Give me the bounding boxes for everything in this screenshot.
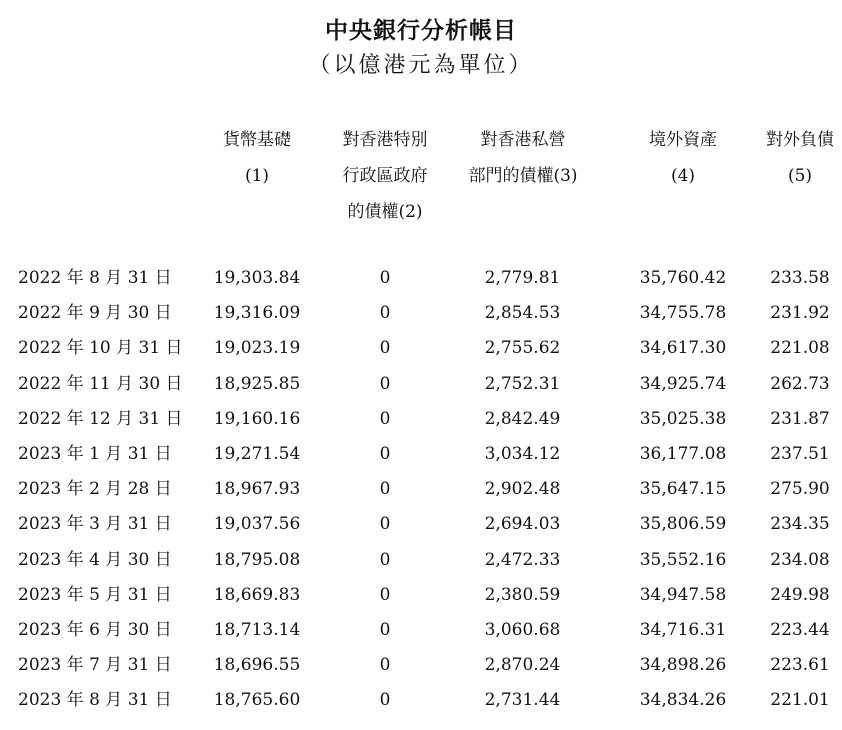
- foreign-liabilities-cell: 234.08: [770, 549, 830, 570]
- foreign-liabilities-cell: 223.44: [770, 620, 830, 640]
- private-claims-cell: 2,842.49: [484, 408, 561, 429]
- private-claims-cell: 2,779.81: [484, 268, 561, 288]
- government-claims-cell: 0: [379, 444, 391, 464]
- monetary-base-cell: 18,696.55: [213, 655, 301, 676]
- foreign-assets-cell: 35,760.42: [639, 268, 727, 288]
- date-cell: 2023 年 4 月 30 日: [18, 549, 172, 570]
- date-cell: 2023 年 1 月 31 日: [18, 444, 172, 464]
- table-row: [0, 439, 842, 469]
- table-row: [0, 369, 842, 399]
- monetary-base-cell: 18,669.83: [213, 584, 301, 605]
- column-header-line: 對香港特別: [342, 130, 428, 150]
- government-claims-cell: 0: [379, 338, 391, 359]
- foreign-assets-cell: 34,716.31: [639, 620, 727, 640]
- column-header-claims-on-private-sector: [462, 122, 584, 194]
- foreign-liabilities-cell: 275.90: [770, 479, 830, 500]
- date-cell: 2023 年 3 月 31 日: [18, 514, 172, 535]
- foreign-liabilities-cell: 221.08: [770, 338, 830, 359]
- monetary-base-cell: 18,925.85: [213, 373, 301, 394]
- private-claims-cell: 2,472.33: [484, 549, 561, 570]
- column-header-line: (1): [244, 166, 270, 186]
- foreign-liabilities-cell: 231.87: [770, 408, 830, 429]
- private-claims-cell: 2,854.53: [484, 303, 561, 324]
- foreign-assets-cell: 34,947.58: [639, 584, 727, 605]
- page-subtitle: （以億港元為單位）: [308, 53, 534, 78]
- column-header-line: 對香港私營: [480, 130, 566, 150]
- table-row: [0, 509, 842, 539]
- private-claims-cell: 2,752.31: [484, 373, 561, 394]
- table-row: [0, 580, 842, 610]
- private-claims-cell: 2,870.24: [484, 655, 561, 676]
- private-claims-cell: 2,731.44: [484, 690, 561, 711]
- government-claims-cell: 0: [379, 549, 391, 570]
- government-claims-cell: 0: [379, 514, 391, 535]
- monetary-base-cell: 19,271.54: [213, 444, 301, 464]
- column-header-line: 的債權(2): [347, 202, 423, 222]
- government-claims-cell: 0: [379, 690, 391, 711]
- date-cell: 2022 年 12 月 31 日: [18, 408, 183, 429]
- column-header-line: 部門的債權(3): [468, 166, 578, 186]
- table-row: [0, 474, 842, 504]
- date-cell: 2022 年 10 月 31 日: [18, 338, 183, 359]
- private-claims-cell: 2,755.62: [484, 338, 561, 359]
- table-row: [0, 404, 842, 434]
- date-cell: 2022 年 8 月 31 日: [18, 268, 172, 288]
- foreign-assets-cell: 35,806.59: [639, 514, 727, 535]
- date-cell: 2022 年 11 月 30 日: [18, 373, 183, 394]
- column-header-foreign-liabilities: [750, 122, 842, 194]
- foreign-liabilities-cell: 262.73: [770, 373, 830, 394]
- monetary-base-cell: 19,023.19: [213, 338, 301, 359]
- foreign-assets-cell: 34,755.78: [639, 303, 727, 324]
- monetary-base-cell: 19,303.84: [213, 268, 301, 288]
- table-row: [0, 615, 842, 645]
- private-claims-cell: 2,902.48: [484, 479, 561, 500]
- date-cell: 2023 年 6 月 30 日: [18, 620, 172, 640]
- monetary-base-cell: 19,160.16: [213, 408, 301, 429]
- column-header-line: 行政區政府: [342, 166, 428, 186]
- page-title: 中央銀行分析帳目: [325, 17, 517, 44]
- column-header-line: 境外資產: [649, 130, 717, 150]
- date-cell: 2023 年 8 月 31 日: [18, 690, 172, 711]
- government-claims-cell: 0: [379, 655, 391, 676]
- foreign-assets-cell: 34,898.26: [639, 655, 727, 676]
- date-cell: 2022 年 9 月 30 日: [18, 303, 172, 324]
- monetary-base-cell: 19,316.09: [213, 303, 301, 324]
- government-claims-cell: 0: [379, 373, 391, 394]
- column-header-line: 對外負債: [766, 130, 834, 150]
- government-claims-cell: 0: [379, 584, 391, 605]
- foreign-assets-cell: 36,177.08: [639, 444, 727, 464]
- table-row: [0, 298, 842, 328]
- monetary-base-cell: 18,967.93: [213, 479, 301, 500]
- column-header-foreign-assets: [628, 122, 738, 194]
- foreign-liabilities-cell: 223.61: [770, 655, 830, 676]
- date-cell: 2023 年 2 月 28 日: [18, 479, 172, 500]
- table-row: [0, 263, 842, 293]
- table-row: [0, 333, 842, 363]
- date-cell: 2023 年 5 月 31 日: [18, 584, 172, 605]
- private-claims-cell: 2,694.03: [484, 514, 561, 535]
- private-claims-cell: 3,034.12: [484, 444, 561, 464]
- government-claims-cell: 0: [379, 268, 391, 288]
- table-row: [0, 545, 842, 575]
- column-header-monetary-base: [205, 122, 309, 194]
- foreign-assets-cell: 35,552.16: [639, 549, 727, 570]
- column-header-claims-on-government: [325, 122, 445, 230]
- foreign-assets-cell: 34,834.26: [639, 690, 727, 711]
- column-header-line: (5): [787, 166, 813, 186]
- foreign-liabilities-cell: 233.58: [770, 268, 830, 288]
- monetary-base-cell: 18,765.60: [213, 690, 301, 711]
- government-claims-cell: 0: [379, 479, 391, 500]
- foreign-liabilities-cell: 231.92: [770, 303, 830, 324]
- date-cell: 2023 年 7 月 31 日: [18, 655, 172, 676]
- foreign-liabilities-cell: 234.35: [770, 514, 830, 535]
- column-header-line: 貨幣基礎: [223, 130, 291, 150]
- foreign-liabilities-cell: 237.51: [770, 444, 830, 464]
- government-claims-cell: 0: [379, 303, 391, 324]
- foreign-assets-cell: 35,025.38: [639, 408, 727, 429]
- monetary-base-cell: 18,713.14: [213, 620, 301, 640]
- monetary-base-cell: 18,795.08: [213, 549, 301, 570]
- table-row: [0, 650, 842, 680]
- foreign-assets-cell: 34,617.30: [639, 338, 727, 359]
- foreign-assets-cell: 34,925.74: [639, 373, 727, 394]
- foreign-assets-cell: 35,647.15: [639, 479, 727, 500]
- government-claims-cell: 0: [379, 408, 391, 429]
- table-row: [0, 685, 842, 715]
- private-claims-cell: 2,380.59: [484, 584, 561, 605]
- column-header-line: (4): [670, 166, 696, 186]
- monetary-base-cell: 19,037.56: [213, 514, 301, 535]
- foreign-liabilities-cell: 221.01: [770, 690, 830, 711]
- private-claims-cell: 3,060.68: [484, 620, 561, 640]
- government-claims-cell: 0: [379, 620, 391, 640]
- foreign-liabilities-cell: 249.98: [770, 584, 830, 605]
